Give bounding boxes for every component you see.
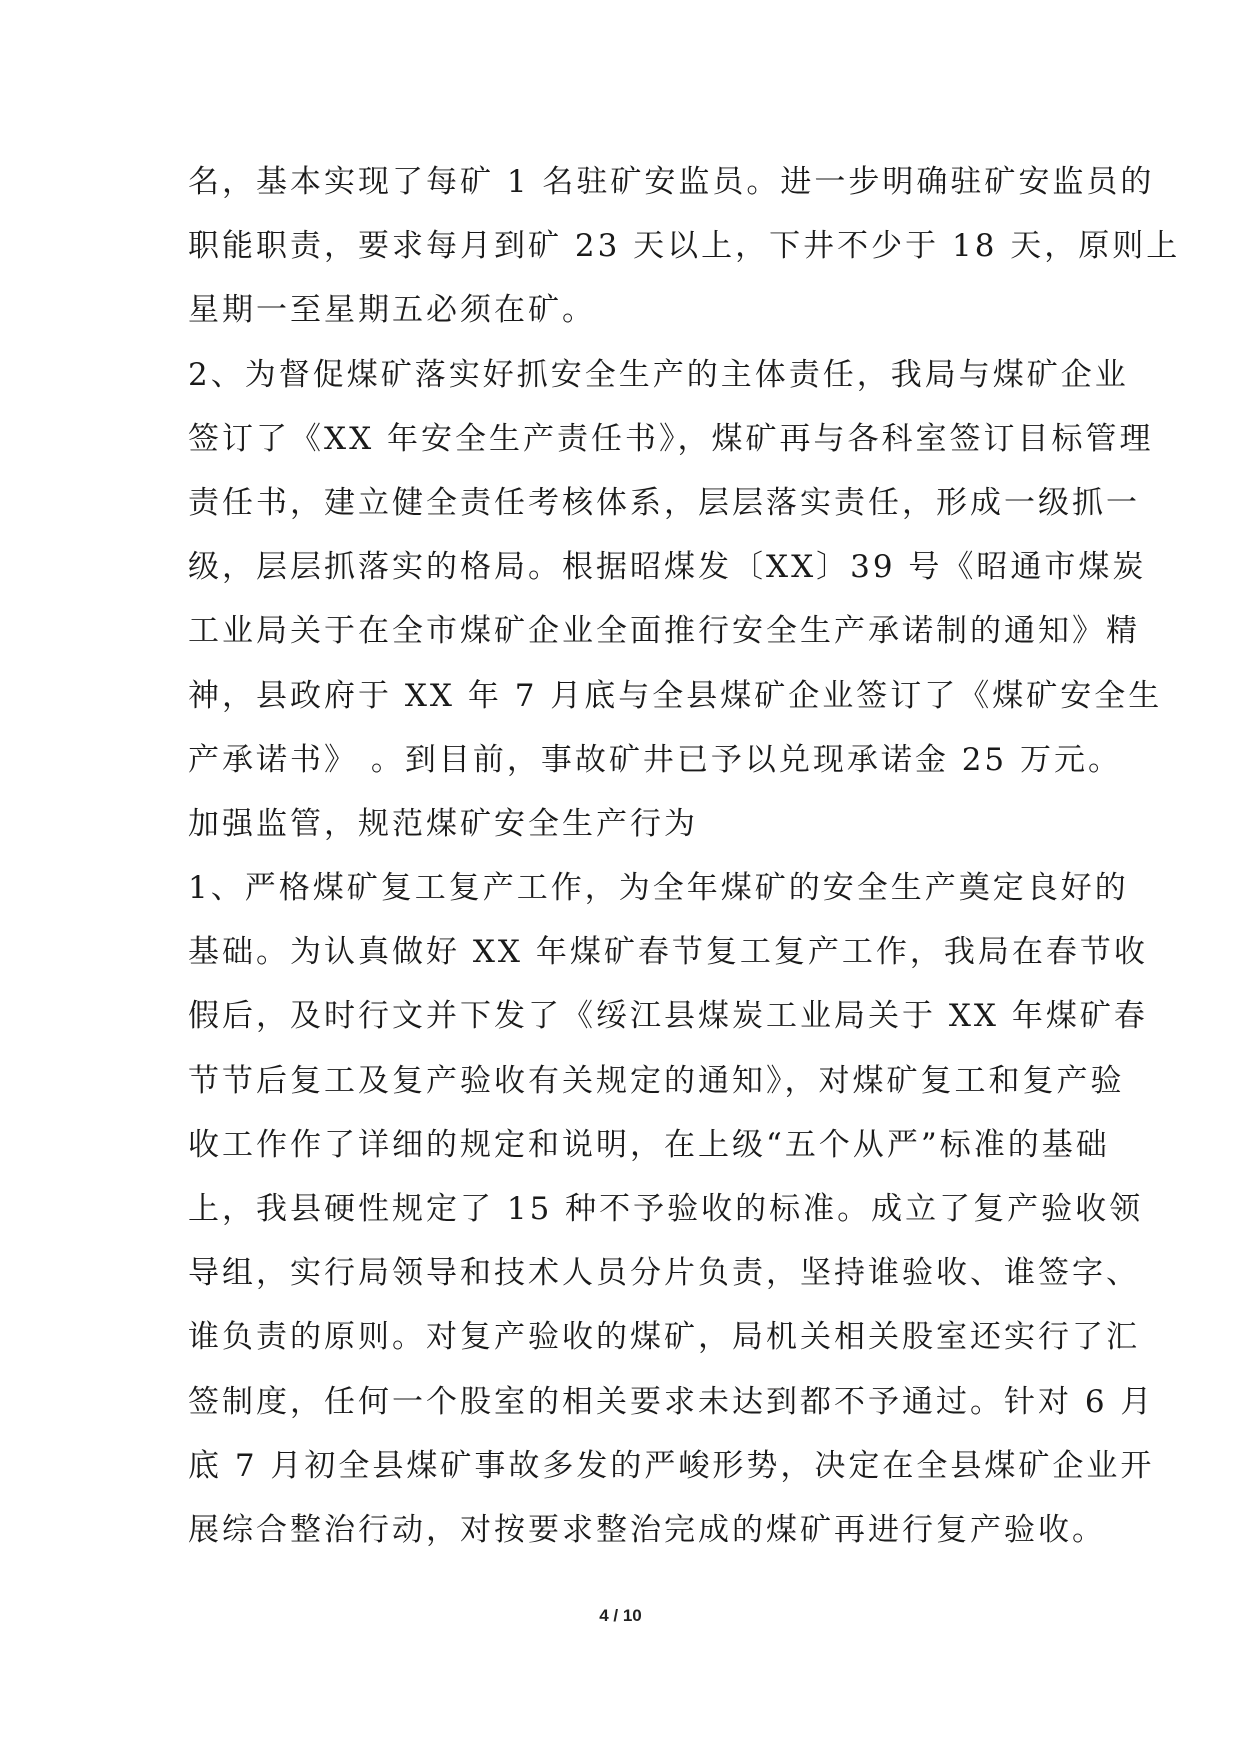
body-text [188,150,1181,1562]
text-line: 责任书，建立健全责任考核体系，层层落实责任，形成一级抓一 [188,484,1140,521]
text-line: 2、为督促煤矿落实好抓安全生产的主体责任，我局与煤矿企业 [188,356,1129,393]
text-line: 神，县政府于 XX 年 7 月底与全县煤矿企业签订了《煤矿安全生 [188,677,1163,714]
text-line: 产承诺书》 。到目前，事故矿井已予以兑现承诺金 25 万元。 [188,741,1123,778]
text-line: 1、严格煤矿复工复产工作，为全年煤矿的安全生产奠定良好的 [188,870,1129,907]
text-line: 签制度，任何一个股室的相关要求未达到都不予通过。针对 6 月 [188,1383,1155,1420]
text-line: 谁负责的原则。对复产验收的煤矿，局机关相关股室还实行了汇 [188,1319,1140,1356]
text-line: 导组，实行局领导和技术人员分片负责，坚持谁验收、谁签字、 [188,1255,1140,1292]
text-line: 名，基本实现了每矿 1 名驻矿安监员。进一步明确驻矿安监员的 [188,164,1155,200]
text-line: 级，层层抓落实的格局。根据昭煤发〔XX〕39 号《昭通市煤炭 [188,549,1147,586]
section-heading: 加强监管，规范煤矿安全生产行为 [188,805,698,842]
text-line: 假后，及时行文并下发了《绥江县煤炭工业局关于 XX 年煤矿春 [188,998,1148,1035]
text-line: 收工作作了详细的规定和说明，在上级“五个从严”标准的基础 [188,1126,1110,1163]
text-line: 节节后复工及复产验收有关规定的通知》，对煤矿复工和复产验 [188,1062,1125,1099]
text-line: 星期一至星期五必须在矿。 [188,292,596,329]
text-line: 展综合整治行动，对按要求整治完成的煤矿再进行复产验收。 [188,1511,1106,1548]
text-line: 工业局关于在全市煤矿企业全面推行安全生产承诺制的通知》精 [188,613,1140,650]
page-number: 4 / 10 [599,1606,642,1625]
text-line: 签订了《XX 年安全生产责任书》，煤矿再与各科室签订目标管理 [188,420,1154,457]
text-line: 底 7 月初全县煤矿事故多发的严峻形势，决定在全县煤矿企业开 [188,1447,1155,1484]
text-line: 基础。为认真做好 XX 年煤矿春节复工复产工作，我局在春节收 [188,934,1148,971]
text-line: 上，我县硬性规定了 15 种不予验收的标准。成立了复产验收领 [188,1191,1144,1227]
text-line: 职能职责，要求每月到矿 23 天以上，下井不少于 18 天，原则上 [188,228,1181,265]
